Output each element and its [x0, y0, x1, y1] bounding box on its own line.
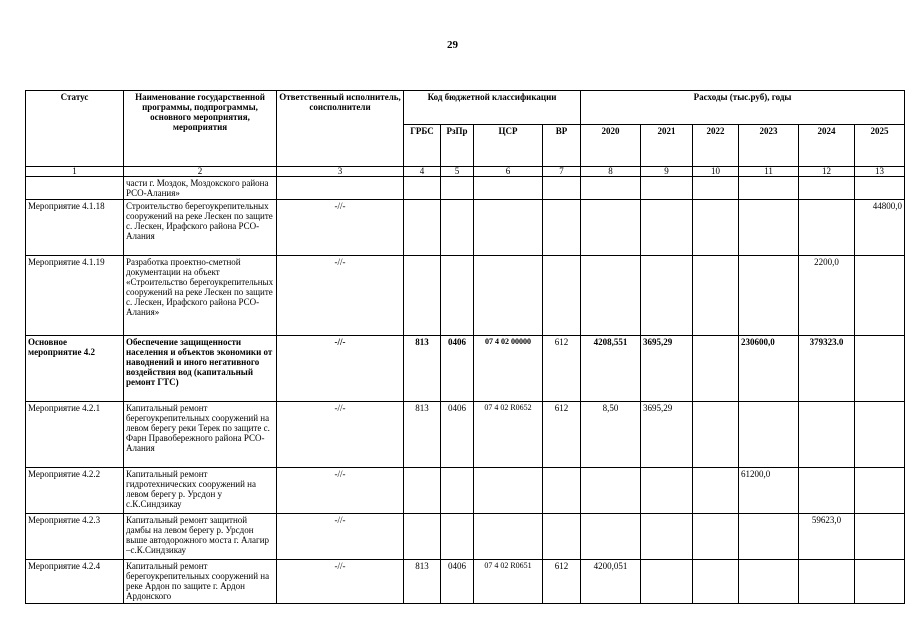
status-cell: Мероприятие 4.2.4	[26, 560, 124, 604]
grbs-cell	[404, 514, 441, 560]
rzpr-cell	[441, 177, 474, 200]
csr-cell	[474, 468, 543, 514]
grbs-cell	[404, 468, 441, 514]
table-row	[26, 177, 905, 200]
column-number: 11	[739, 167, 799, 177]
executor-cell: -//-	[277, 402, 404, 468]
header-executor: Ответственный исполнитель, соисполнители	[277, 91, 404, 167]
amount-2022-cell	[693, 177, 739, 200]
header-rzpr: РзПр	[441, 125, 474, 167]
header-year: 2023	[739, 125, 799, 167]
amount-2025-cell: 44800,0	[855, 200, 905, 256]
vr-cell	[543, 514, 581, 560]
header-year: 2024	[799, 125, 855, 167]
amount-2020-cell	[581, 514, 641, 560]
rzpr-cell	[441, 256, 474, 336]
rzpr-cell: 0406	[441, 402, 474, 468]
grbs-cell: 813	[404, 560, 441, 604]
amount-2022-cell	[693, 560, 739, 604]
csr-cell	[474, 256, 543, 336]
csr-cell	[474, 514, 543, 560]
amount-2024-cell	[799, 468, 855, 514]
amount-2023-cell	[739, 560, 799, 604]
budget-table	[25, 90, 905, 604]
csr-cell: 07 4 02 R0652	[474, 402, 543, 468]
amount-2021-cell	[641, 468, 693, 514]
column-number: 6	[474, 167, 543, 177]
amount-2024-cell	[799, 402, 855, 468]
amount-2025-cell	[855, 514, 905, 560]
amount-2024-cell: 379323.0	[799, 336, 855, 402]
header-expenses: Расходы (тыс.руб), годы	[581, 91, 905, 125]
amount-2021-cell: 3695,29	[641, 402, 693, 468]
amount-2020-cell	[581, 200, 641, 256]
column-number-row	[26, 167, 905, 177]
table-row	[26, 200, 905, 256]
header-budget-code: Код бюджетной классификации	[404, 91, 581, 125]
amount-2020-cell	[581, 177, 641, 200]
column-number: 8	[581, 167, 641, 177]
table-row	[26, 560, 905, 604]
amount-2024-cell	[799, 177, 855, 200]
amount-2021-cell	[641, 200, 693, 256]
amount-2024-cell	[799, 560, 855, 604]
column-number: 13	[855, 167, 905, 177]
column-number: 9	[641, 167, 693, 177]
rzpr-cell	[441, 514, 474, 560]
name-cell: части г. Моздок, Моздокского района РСО-Алания»	[124, 177, 277, 200]
name-cell: Обеспечение защищенности населения и объектов экономики от наводнений и иного негативного воздействия вод (капитальный ремонт ГТС)	[124, 336, 277, 402]
executor-cell: -//-	[277, 560, 404, 604]
header-csr: ЦСР	[474, 125, 543, 167]
amount-2023-cell	[739, 402, 799, 468]
csr-cell	[474, 200, 543, 256]
amount-2020-cell	[581, 256, 641, 336]
amount-2025-cell	[855, 468, 905, 514]
vr-cell: 612	[543, 560, 581, 604]
amount-2021-cell	[641, 560, 693, 604]
name-cell: Капитальный ремонт гидротехнических сооружений на левом берегу р. Урсдон у с.К.Синдзикау	[124, 468, 277, 514]
table-row	[26, 402, 905, 468]
status-cell: Мероприятие 4.1.18	[26, 200, 124, 256]
header-grbs: ГРБС	[404, 125, 441, 167]
page-number: 29	[447, 39, 458, 51]
status-cell: Мероприятие 4.2.1	[26, 402, 124, 468]
rzpr-cell: 0406	[441, 336, 474, 402]
grbs-cell	[404, 177, 441, 200]
name-cell: Капитальный ремонт берегоукрепительных сооружений на левом берегу реки Терек по защите с. Фарн Правобережного района РСО-Алания	[124, 402, 277, 468]
vr-cell: 612	[543, 336, 581, 402]
column-number: 3	[277, 167, 404, 177]
amount-2022-cell	[693, 402, 739, 468]
amount-2022-cell	[693, 336, 739, 402]
amount-2023-cell	[739, 256, 799, 336]
amount-2023-cell: 61200,0	[739, 468, 799, 514]
column-number: 7	[543, 167, 581, 177]
status-cell: Мероприятие 4.1.19	[26, 256, 124, 336]
header-year: 2021	[641, 125, 693, 167]
amount-2025-cell	[855, 560, 905, 604]
header-name: Наименование государственной программы, подпрограммы, основного мероприятия, мероприятия	[124, 91, 277, 167]
amount-2022-cell	[693, 200, 739, 256]
table-row	[26, 468, 905, 514]
vr-cell: 612	[543, 402, 581, 468]
column-number: 1	[26, 167, 124, 177]
amount-2020-cell: 8,50	[581, 402, 641, 468]
amount-2024-cell: 2200,0	[799, 256, 855, 336]
csr-cell: 07 4 02 R0651	[474, 560, 543, 604]
amount-2020-cell	[581, 468, 641, 514]
executor-cell	[277, 177, 404, 200]
grbs-cell	[404, 200, 441, 256]
amount-2021-cell	[641, 514, 693, 560]
header-year: 2020	[581, 125, 641, 167]
name-cell: Капитальный ремонт защитной дамбы на левом берегу р. Урсдон выше автодорожного моста г. Алагир –с.К.Синдзикау	[124, 514, 277, 560]
executor-cell: -//-	[277, 200, 404, 256]
amount-2023-cell	[739, 177, 799, 200]
amount-2023-cell	[739, 514, 799, 560]
header-year: 2022	[693, 125, 739, 167]
header-year: 2025	[855, 125, 905, 167]
grbs-cell: 813	[404, 402, 441, 468]
grbs-cell	[404, 256, 441, 336]
amount-2021-cell	[641, 177, 693, 200]
amount-2021-cell	[641, 256, 693, 336]
table-row	[26, 514, 905, 560]
executor-cell: -//-	[277, 514, 404, 560]
executor-cell: -//-	[277, 336, 404, 402]
vr-cell	[543, 468, 581, 514]
name-cell: Разработка проектно-сметной документации на объект «Строительство берегоукрепительных сооружений на реке Лескен по защите с. Лескен, Ирафского района РСО-Алания»	[124, 256, 277, 336]
amount-2020-cell: 4200,051	[581, 560, 641, 604]
name-cell: Строительство берегоукрепительных сооружений на реке Лескен по защите с. Лескен, Ирафского района РСО-Алания	[124, 200, 277, 256]
amount-2021-cell: 3695,29	[641, 336, 693, 402]
amount-2023-cell: 230600,0	[739, 336, 799, 402]
amount-2022-cell	[693, 256, 739, 336]
amount-2024-cell	[799, 200, 855, 256]
rzpr-cell: 0406	[441, 560, 474, 604]
amount-2024-cell: 59623,0	[799, 514, 855, 560]
column-number: 5	[441, 167, 474, 177]
header-status: Статус	[26, 91, 124, 167]
csr-cell	[474, 177, 543, 200]
amount-2022-cell	[693, 468, 739, 514]
column-number: 2	[124, 167, 277, 177]
amount-2023-cell	[739, 200, 799, 256]
status-cell: Мероприятие 4.2.3	[26, 514, 124, 560]
status-cell	[26, 177, 124, 200]
csr-cell: 07 4 02 00000	[474, 336, 543, 402]
column-number: 10	[693, 167, 739, 177]
amount-2025-cell	[855, 402, 905, 468]
status-cell: Основное мероприятие 4.2	[26, 336, 124, 402]
vr-cell	[543, 177, 581, 200]
rzpr-cell	[441, 468, 474, 514]
amount-2020-cell: 4208,551	[581, 336, 641, 402]
executor-cell: -//-	[277, 468, 404, 514]
vr-cell	[543, 200, 581, 256]
name-cell: Капитальный ремонт берегоукрепительных сооружений на реке Ардон по защите г. Ардон Ардонского	[124, 560, 277, 604]
column-number: 12	[799, 167, 855, 177]
rzpr-cell	[441, 200, 474, 256]
column-number: 4	[404, 167, 441, 177]
grbs-cell: 813	[404, 336, 441, 402]
amount-2025-cell	[855, 256, 905, 336]
executor-cell: -//-	[277, 256, 404, 336]
vr-cell	[543, 256, 581, 336]
amount-2022-cell	[693, 514, 739, 560]
header-vr: ВР	[543, 125, 581, 167]
table-row	[26, 336, 905, 402]
status-cell: Мероприятие 4.2.2	[26, 468, 124, 514]
amount-2025-cell	[855, 336, 905, 402]
table-row	[26, 256, 905, 336]
amount-2025-cell	[855, 177, 905, 200]
